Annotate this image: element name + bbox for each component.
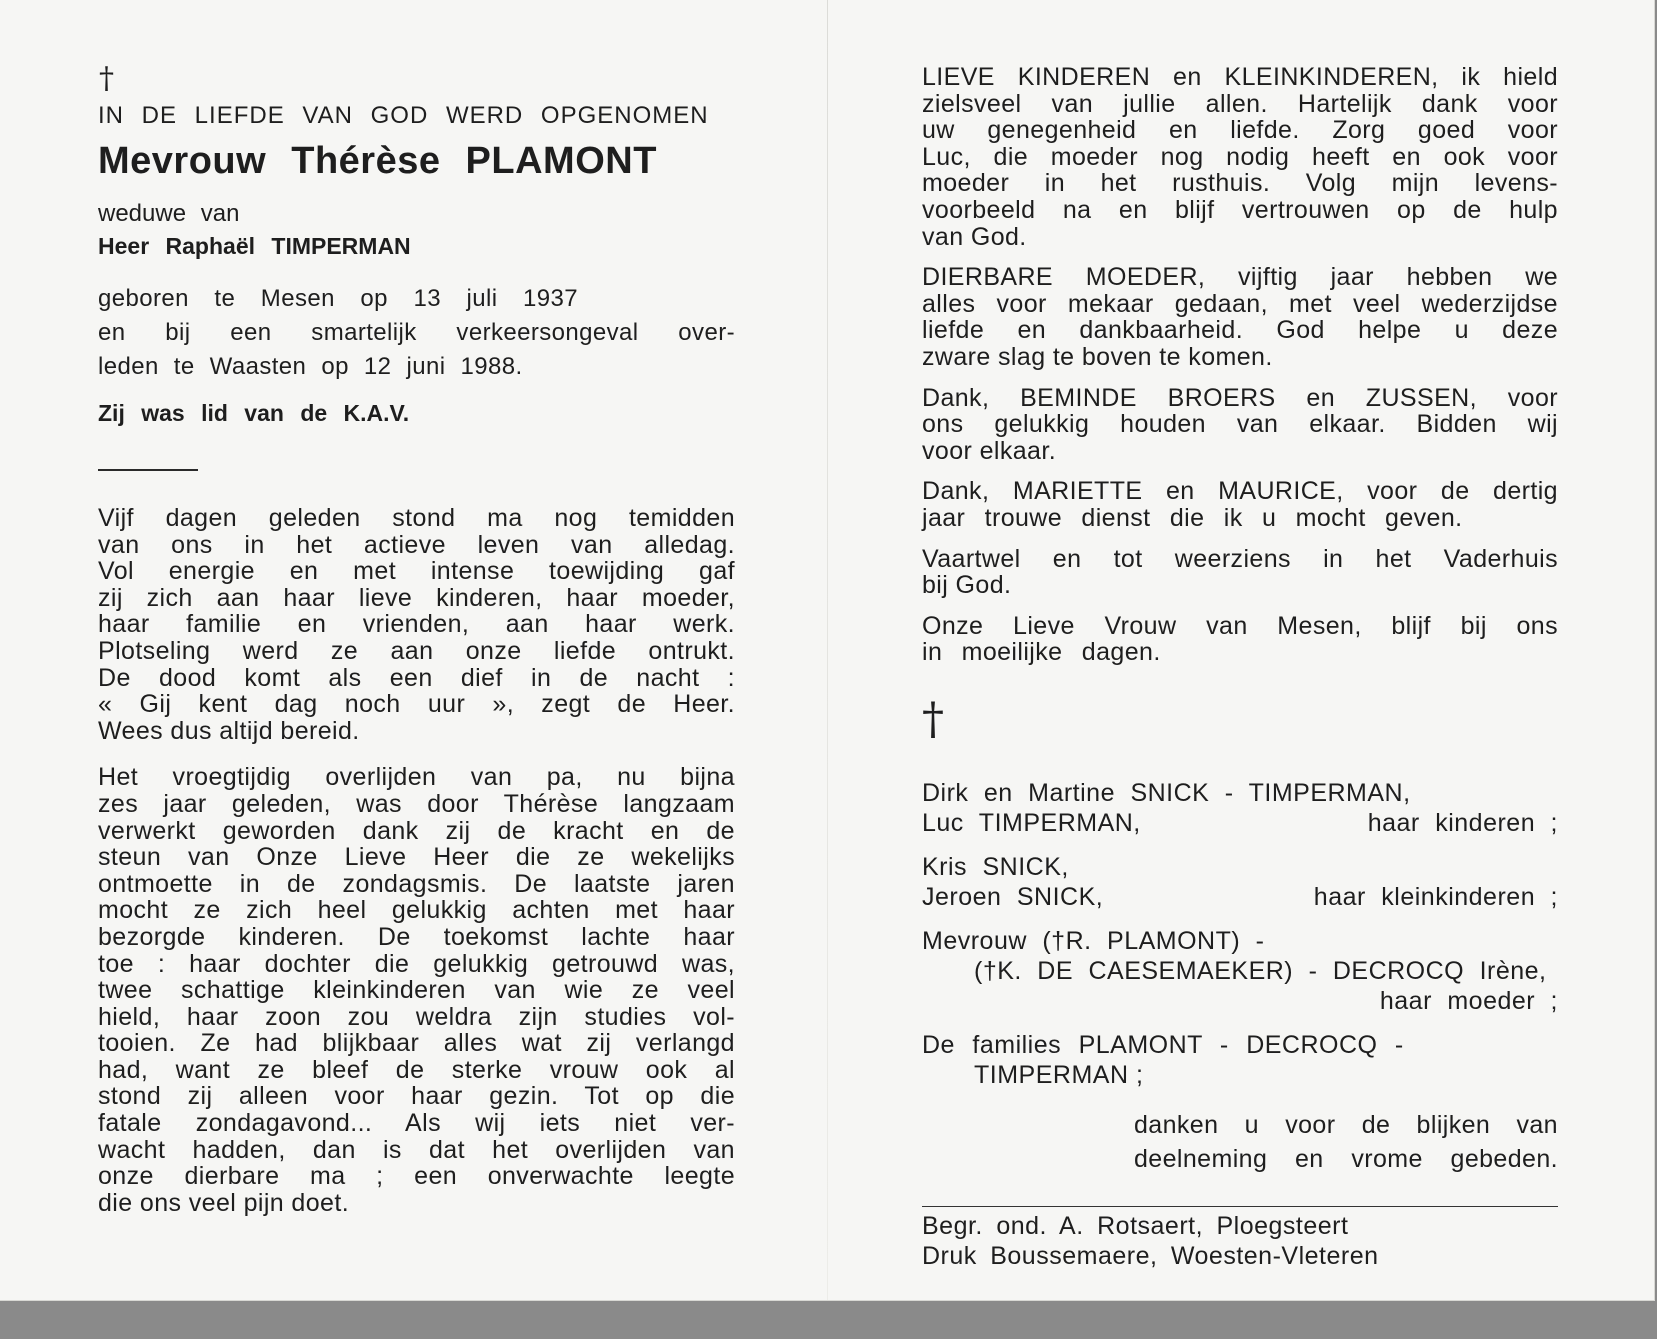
family-line: TIMPERMAN ; <box>974 1060 1144 1089</box>
text-line: voorbeeld na en blijf vertrouwen op de hulp <box>922 195 1558 224</box>
family-role: haar moeder ; <box>1379 986 1558 1015</box>
text-line: moeder in het rusthuis. Volg mijn levens- <box>922 169 1558 198</box>
text-line: bezorgde kinderen. De toekomst lachte haar <box>98 922 735 951</box>
text-line: jaar trouwe dienst die ik u mocht geven. <box>922 503 1463 532</box>
family-name: Jeroen SNICK, <box>922 882 1104 911</box>
text-line: die ons veel pijn doet. <box>98 1188 350 1217</box>
family-list <box>922 778 1558 1090</box>
left-page <box>98 61 735 1217</box>
text-line: Plotseling werd ze aan onze liefde ontrukt. <box>98 636 735 665</box>
text-line: haar familie en vrienden, aan haar werk. <box>98 610 735 639</box>
paragraph-1 <box>98 505 735 744</box>
text-line: toe : haar dochter die gelukkig getrouwd was, <box>98 949 735 978</box>
text-line: mocht ze zich heel gelukkig achten met haar <box>98 896 735 925</box>
printer: Druk Boussemaere, Woesten-Vleteren <box>922 1241 1379 1270</box>
text-line: voor elkaar. <box>922 436 1057 465</box>
message-farewell <box>922 546 1558 599</box>
fold-line <box>827 0 828 1300</box>
text-line: van God. <box>922 222 1027 251</box>
text-line: had, want ze bleef de sterke vrouw ook al <box>98 1055 735 1084</box>
text-line: stond zij alleen voor haar gezin. Tot op die <box>98 1082 735 1111</box>
text-line: fatale zondagavond... Als wij iets niet ver- <box>98 1109 735 1138</box>
text-line: verwerkt geworden dank zij de kracht en de <box>98 816 735 845</box>
text-line: zes jaar geleden, was door Thérèse langzaam <box>98 789 735 818</box>
message-children <box>922 64 1558 250</box>
birth-line: geboren te Mesen op 13 juli 1937 <box>98 285 578 312</box>
widow-of: weduwe van <box>98 200 240 227</box>
text-line: hield, haar zoon zou weldra zijn studies vol- <box>98 1002 735 1031</box>
text-line: bij God. <box>922 571 1012 600</box>
text-line: Vijf dagen geleden stond ma nog temidden <box>98 504 735 532</box>
message-siblings <box>922 385 1558 465</box>
membership: Zij was lid van de K.A.V. <box>98 400 410 426</box>
text-line: Vaartwel en tot weerziens in het Vaderhuis <box>922 544 1558 573</box>
text-line: van ons in het actieve leven van alledag. <box>98 530 735 559</box>
text-line: onze dierbare ma ; een onverwachte leegte <box>98 1162 735 1191</box>
text-line: zielsveel van jullie allen. Hartelijk dank voor <box>922 89 1558 118</box>
text-line: Luc, die moeder nog nodig heeft en ook voor <box>922 142 1558 171</box>
message-staff <box>922 478 1558 531</box>
family-line: Kris SNICK, <box>922 852 1069 881</box>
text-line: Het vroegtijdig overlijden van pa, nu bijna <box>98 763 735 792</box>
family-role: haar kleinkinderen ; <box>1313 882 1558 911</box>
text-line: zij zich aan haar lieve kinderen, haar moeder, <box>98 583 735 612</box>
message-mother <box>922 264 1558 370</box>
text-line: De dood komt als een dief in de nacht : <box>98 663 735 692</box>
text-line: ons gelukkig houden van elkaar. Bidden wij <box>922 410 1558 439</box>
text-line: Onze Lieve Vrouw van Mesen, blijf bij ons <box>922 611 1558 640</box>
text-line: « Gij kent dag noch uur », zegt de Heer. <box>98 690 735 719</box>
text-line: Dank, MARIETTE en MAURICE, voor de dertig <box>922 477 1558 506</box>
text-line: ontmoette in de zondagsmis. De laatste jaren <box>98 869 735 898</box>
deceased-name: Mevrouw Thérèse PLAMONT <box>98 140 657 182</box>
text-line: Dank, BEMINDE BROERS en ZUSSEN, voor <box>922 383 1558 412</box>
message-prayer <box>922 613 1558 666</box>
thanks-line: deelneming en vrome gebeden. <box>1134 1144 1558 1173</box>
text-line: steun van Onze Lieve Heer die ze wekelijks <box>98 843 735 872</box>
family-line <box>922 808 1558 838</box>
footer-divider <box>922 1206 1558 1207</box>
text-line: alles voor mekaar gedaan, met veel wederzijdse <box>922 289 1558 318</box>
family-name: Luc TIMPERMAN, <box>922 808 1141 837</box>
family-line <box>922 882 1558 912</box>
right-page <box>922 64 1558 1271</box>
undertaker: Begr. ond. A. Rotsaert, Ploegsteert <box>922 1211 1349 1240</box>
text-line: Wees dus altijd bereid. <box>98 716 360 745</box>
text-line: in moeilijke dagen. <box>922 638 1161 667</box>
text-line: DIERBARE MOEDER, vijftig jaar hebben we <box>922 263 1558 292</box>
divider <box>98 469 198 471</box>
family-line: Dirk en Martine SNICK - TIMPERMAN, <box>922 778 1411 807</box>
thanks-block <box>922 1108 1558 1176</box>
death-line: leden te Waasten op 12 juni 1988. <box>98 353 523 380</box>
text-line: uw genegenheid en liefde. Zorg goed voor <box>922 116 1558 145</box>
husband-name: Heer Raphaël TIMPERMAN <box>98 233 411 259</box>
text-line: tooien. Ze had blijkbaar alles wat zij verlangd <box>98 1029 735 1058</box>
text-line: twee schattige kleinkinderen van wie ze veel <box>98 976 735 1005</box>
text-line: wacht hadden, dan is dat het overlijden van <box>98 1135 735 1164</box>
text-line: zware slag te boven te komen. <box>922 342 1273 371</box>
paragraph-2 <box>98 764 735 1216</box>
family-line: Mevrouw (†R. PLAMONT) - <box>922 926 1265 955</box>
text-line: LIEVE KINDEREN en KLEINKINDEREN, ik hield <box>922 63 1558 91</box>
cross-icon: † <box>922 693 944 745</box>
text-line: liefde en dankbaarheid. God helpe u deze <box>922 316 1558 345</box>
family-role: haar kinderen ; <box>1367 808 1558 837</box>
thanks-line: danken u voor de blijken van <box>1134 1110 1558 1139</box>
birth-death-block <box>98 282 735 384</box>
family-line: De families PLAMONT - DECROCQ - <box>922 1030 1404 1059</box>
heading: IN DE LIEFDE VAN GOD WERD OPGENOMEN <box>98 102 709 129</box>
family-line: (†K. DE CAESEMAEKER) - DECROCQ Irène, <box>974 956 1547 985</box>
printer-credits <box>922 1211 1558 1271</box>
cross-icon: † <box>99 61 114 96</box>
death-line: en bij een smartelijk verkeersongeval over- <box>98 319 735 346</box>
text-line: Vol energie en met intense toewijding gaf <box>98 557 735 586</box>
